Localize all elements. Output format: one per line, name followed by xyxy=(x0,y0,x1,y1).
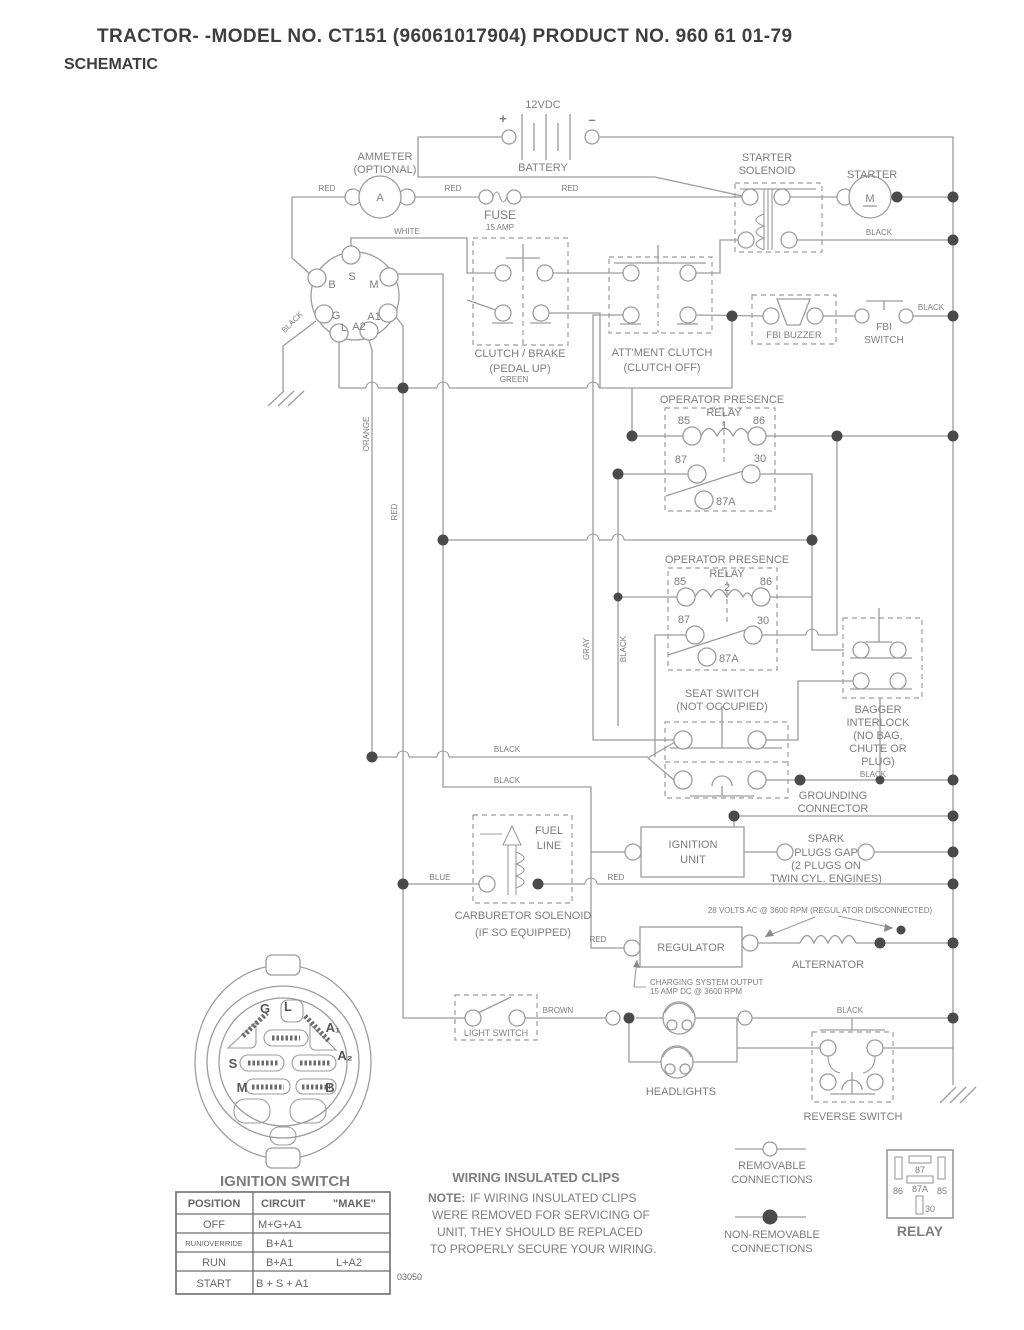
starter-motor-symbol xyxy=(837,176,891,218)
reverse-switch-label: REVERSE SWITCH xyxy=(803,1111,903,1123)
relay1-t87: 87 xyxy=(674,454,688,466)
fuel-line-label-2: LINE xyxy=(536,840,562,852)
notes-line-2: WERE REMOVED FOR SERVICING OF xyxy=(432,1208,650,1222)
table-row-circuit: B + S + A1 xyxy=(256,1278,309,1290)
starter-solenoid-label-2: SOLENOID xyxy=(738,165,796,177)
fbi-switch-label-2: SWITCH xyxy=(864,335,904,346)
relay2-t86: 86 xyxy=(759,576,773,588)
fbi-switch-label-1: FBI xyxy=(876,322,892,333)
clutch-brake-label-1: CLUTCH / BRAKE xyxy=(474,348,566,360)
ignition-unit-box xyxy=(625,827,744,877)
connector-terminal-s: S xyxy=(228,1056,238,1071)
ignition-switch-diagram-title: IGNITION SWITCH xyxy=(220,1173,350,1190)
table-header-circuit: CIRCUIT xyxy=(261,1198,306,1210)
table-row-circuit: B+A1 xyxy=(266,1238,294,1250)
relay2-title-2: RELAY xyxy=(709,568,745,580)
table-row-position: RUN/OVERRIDE xyxy=(185,1239,243,1248)
attachment-clutch-label-1: ATT'MENT CLUTCH xyxy=(611,347,713,359)
ignition-terminal-s: S xyxy=(348,271,356,283)
fuse-label: FUSE xyxy=(483,208,517,222)
ground-symbol-right xyxy=(940,1087,976,1103)
fbi-buzzer-label: FBI BUZZER xyxy=(766,330,822,341)
relay1-title-1: OPERATOR PRESENCE xyxy=(659,394,785,406)
relay1-t85: 85 xyxy=(677,415,691,427)
light-switch-label: LIGHT SWITCH xyxy=(463,1028,529,1038)
spark-plugs-label-3: (2 PLUGS ON xyxy=(791,860,861,872)
table-header-make: "MAKE" xyxy=(333,1198,376,1210)
starter-symbol-letter: M xyxy=(865,193,875,205)
relay2-title-1: OPERATOR PRESENCE xyxy=(664,554,790,566)
reverse-switch-symbol xyxy=(812,1032,893,1102)
starter-solenoid-label-1: STARTER xyxy=(741,152,793,164)
bagger-label-4: CHUTE OR xyxy=(849,743,907,755)
wire-label-black-2: BLACK xyxy=(279,309,305,335)
wire-label-gray: GRAY xyxy=(582,637,591,661)
attachment-clutch-label-2: (CLUTCH OFF) xyxy=(623,362,701,374)
charging-output-label-1: CHARGING SYSTEM OUTPUT xyxy=(650,978,764,987)
ignition-unit-label-2: UNIT xyxy=(680,854,706,866)
wire-label-black-3: BLACK xyxy=(917,303,945,312)
legend-nonremovable-label: NON-REMOVABLE xyxy=(724,1229,820,1241)
starter-label: STARTER xyxy=(846,169,898,181)
relay2-t87a: 87A xyxy=(719,653,739,665)
alternator-label: ALTERNATOR xyxy=(791,959,865,971)
relay-diagram-title: RELAY xyxy=(896,1223,944,1239)
battery-label: BATTERY xyxy=(518,162,568,174)
ignition-terminal-b: B xyxy=(328,279,336,291)
seat-switch-label-1: SEAT SWITCH xyxy=(684,688,760,700)
connector-terminal-l: L xyxy=(284,999,292,1014)
wire-label-black-1: BLACK xyxy=(865,228,893,237)
wire-label-black-4: BLACK xyxy=(619,635,628,663)
clutch-brake-switch xyxy=(467,238,568,345)
attachment-clutch-switch xyxy=(609,245,712,333)
wire-label-red-2: RED xyxy=(444,184,462,193)
relay1-number: 1 xyxy=(720,420,728,432)
ammeter-symbol-letter: A xyxy=(376,192,384,204)
regulator-label: REGULATOR xyxy=(657,942,725,954)
battery-plus-label: + xyxy=(499,111,507,126)
wire-label-black-8: BLACK xyxy=(836,1006,864,1015)
doc-number: 03050 xyxy=(397,1272,423,1282)
charging-output-label-2: 15 AMP DC @ 3600 RPM xyxy=(650,987,743,996)
table-header-position: POSITION xyxy=(187,1198,241,1210)
grounding-connector-label-1: GROUNDING xyxy=(798,790,868,802)
seat-switch-symbol xyxy=(665,706,788,798)
carburetor-label-2: (IF SO EQUIPPED) xyxy=(475,927,571,939)
wire-label-blue: BLUE xyxy=(429,873,451,882)
table-row-position: START xyxy=(196,1278,232,1290)
relay2-t85: 85 xyxy=(673,576,687,588)
page-title: TRACTOR- -MODEL NO. CT151 (96061017904) PRODUCT NO. 960 61 01-79 xyxy=(97,26,793,47)
connector-terminal-a1: A₁ xyxy=(325,1020,341,1035)
wire-label-red-5: RED xyxy=(607,873,625,882)
legend-nonremovable-connections-label: CONNECTIONS xyxy=(731,1243,813,1255)
relay1-t30: 30 xyxy=(753,453,767,465)
carburetor-label-1: CARBURETOR SOLENOID xyxy=(454,910,592,922)
relay2-t87: 87 xyxy=(677,614,691,626)
connector-terminal-m: M xyxy=(236,1080,248,1095)
connector-terminal-g: G xyxy=(259,1001,271,1016)
relay1-title-2: RELAY xyxy=(706,407,742,419)
ignition-unit-label-1: IGNITION xyxy=(668,839,718,851)
table-row-position: RUN xyxy=(202,1257,226,1269)
wire-label-orange: ORANGE xyxy=(362,416,371,452)
notes-title: WIRING INSULATED CLIPS xyxy=(452,1170,620,1185)
page-subtitle: SCHEMATIC xyxy=(64,56,158,73)
ignition-terminal-a1: A1 xyxy=(367,311,381,323)
relay1-t86: 86 xyxy=(752,415,766,427)
wire-label-red-3: RED xyxy=(561,184,579,193)
wire-label-black-7: BLACK xyxy=(493,776,521,785)
table-row-circuit: M+G+A1 xyxy=(258,1219,303,1231)
relay1-t87a: 87A xyxy=(716,496,736,508)
wires-lights xyxy=(525,1018,953,1062)
notes-line-3: UNIT, THEY SHOULD BE REPLACED xyxy=(437,1225,643,1239)
spark-plugs-label-1: SPARK xyxy=(807,833,845,845)
battery-voltage-label: 12VDC xyxy=(525,99,561,111)
ground-symbol-left xyxy=(268,391,304,406)
regulator-ac-note: 28 VOLTS AC @ 3600 RPM (REGUL ATOR DISCONNECTED) xyxy=(707,906,933,915)
bagger-interlock-switch xyxy=(843,608,922,698)
relay-pin-87: 87 xyxy=(914,1165,926,1175)
relay2-number: 2 xyxy=(723,582,731,594)
seat-switch-label-2: (NOT OCCUPIED) xyxy=(676,701,768,713)
battery-minus-label: – xyxy=(588,112,596,127)
bagger-label-3: (NO BAG, xyxy=(853,730,903,742)
removable-connection-legend-symbol xyxy=(735,1142,806,1156)
wire-label-white: WHITE xyxy=(394,227,420,236)
headlights-label: HEADLIGHTS xyxy=(645,1086,717,1098)
ammeter-label-2: (OPTIONAL) xyxy=(353,164,417,176)
battery-symbol xyxy=(502,114,599,160)
wire-label-red-6: RED xyxy=(589,935,607,944)
bagger-label-1: BAGGER xyxy=(854,704,902,716)
starter-solenoid-symbol xyxy=(735,183,822,252)
ignition-terminal-l: L xyxy=(340,322,348,334)
fuel-line-label-1: FUEL xyxy=(534,825,564,837)
fuse-rating-label: 15 AMP xyxy=(485,223,515,232)
relay-pin-87a: 87A xyxy=(911,1184,929,1194)
table-row-circuit: B+A1 xyxy=(266,1257,294,1269)
notes-line-1: IF WIRING INSULATED CLIPS xyxy=(470,1191,637,1205)
relay-pin-86: 86 xyxy=(892,1186,904,1196)
grounding-connector-label-2: CONNECTOR xyxy=(797,803,869,815)
fbi-switch-symbol xyxy=(855,309,913,323)
ignition-terminal-m: M xyxy=(369,279,379,291)
legend-removable-label: REMOVABLE xyxy=(738,1160,806,1172)
ignition-terminal-a2: A2 xyxy=(352,321,366,333)
bagger-label-5: PLUG) xyxy=(861,756,895,768)
connector-terminal-b: B xyxy=(325,1080,335,1095)
spark-plugs-label-4: TWIN CYL. ENGINES) xyxy=(770,873,882,885)
table-row-position: OFF xyxy=(203,1219,225,1231)
non-removable-connection-dots xyxy=(367,192,959,1024)
wire-label-black-6: BLACK xyxy=(493,745,521,754)
relay2-t30: 30 xyxy=(756,615,770,627)
wire-label-green: GREEN xyxy=(499,375,529,384)
spark-plugs-label-2: PLUGS GAP xyxy=(794,847,858,859)
fuse-symbol xyxy=(479,190,521,204)
wire-label-black-5: BLACK xyxy=(859,770,887,779)
connector-terminal-a2: A₂ xyxy=(337,1048,353,1063)
notes-bold: NOTE: xyxy=(428,1191,466,1205)
table-row-circuit-extra: L+A2 xyxy=(336,1257,362,1269)
bagger-label-2: INTERLOCK xyxy=(846,717,910,729)
ammeter-label-1: AMMETER xyxy=(357,151,413,163)
wire-label-red-1: RED xyxy=(318,184,336,193)
non-removable-connection-legend-symbol xyxy=(735,1210,806,1225)
legend-removable-connections-label: CONNECTIONS xyxy=(731,1174,813,1186)
wire-label-red-4: RED xyxy=(390,503,399,521)
ignition-terminal-g: G xyxy=(331,310,341,322)
relay-pin-30: 30 xyxy=(925,1204,936,1214)
clutch-brake-label-2: (PEDAL UP) xyxy=(489,363,551,375)
relay-pin-85: 85 xyxy=(936,1186,948,1196)
wire-label-brown: BROWN xyxy=(542,1006,574,1015)
notes-line-4: TO PROPERLY SECURE YOUR WIRING. xyxy=(430,1242,657,1256)
